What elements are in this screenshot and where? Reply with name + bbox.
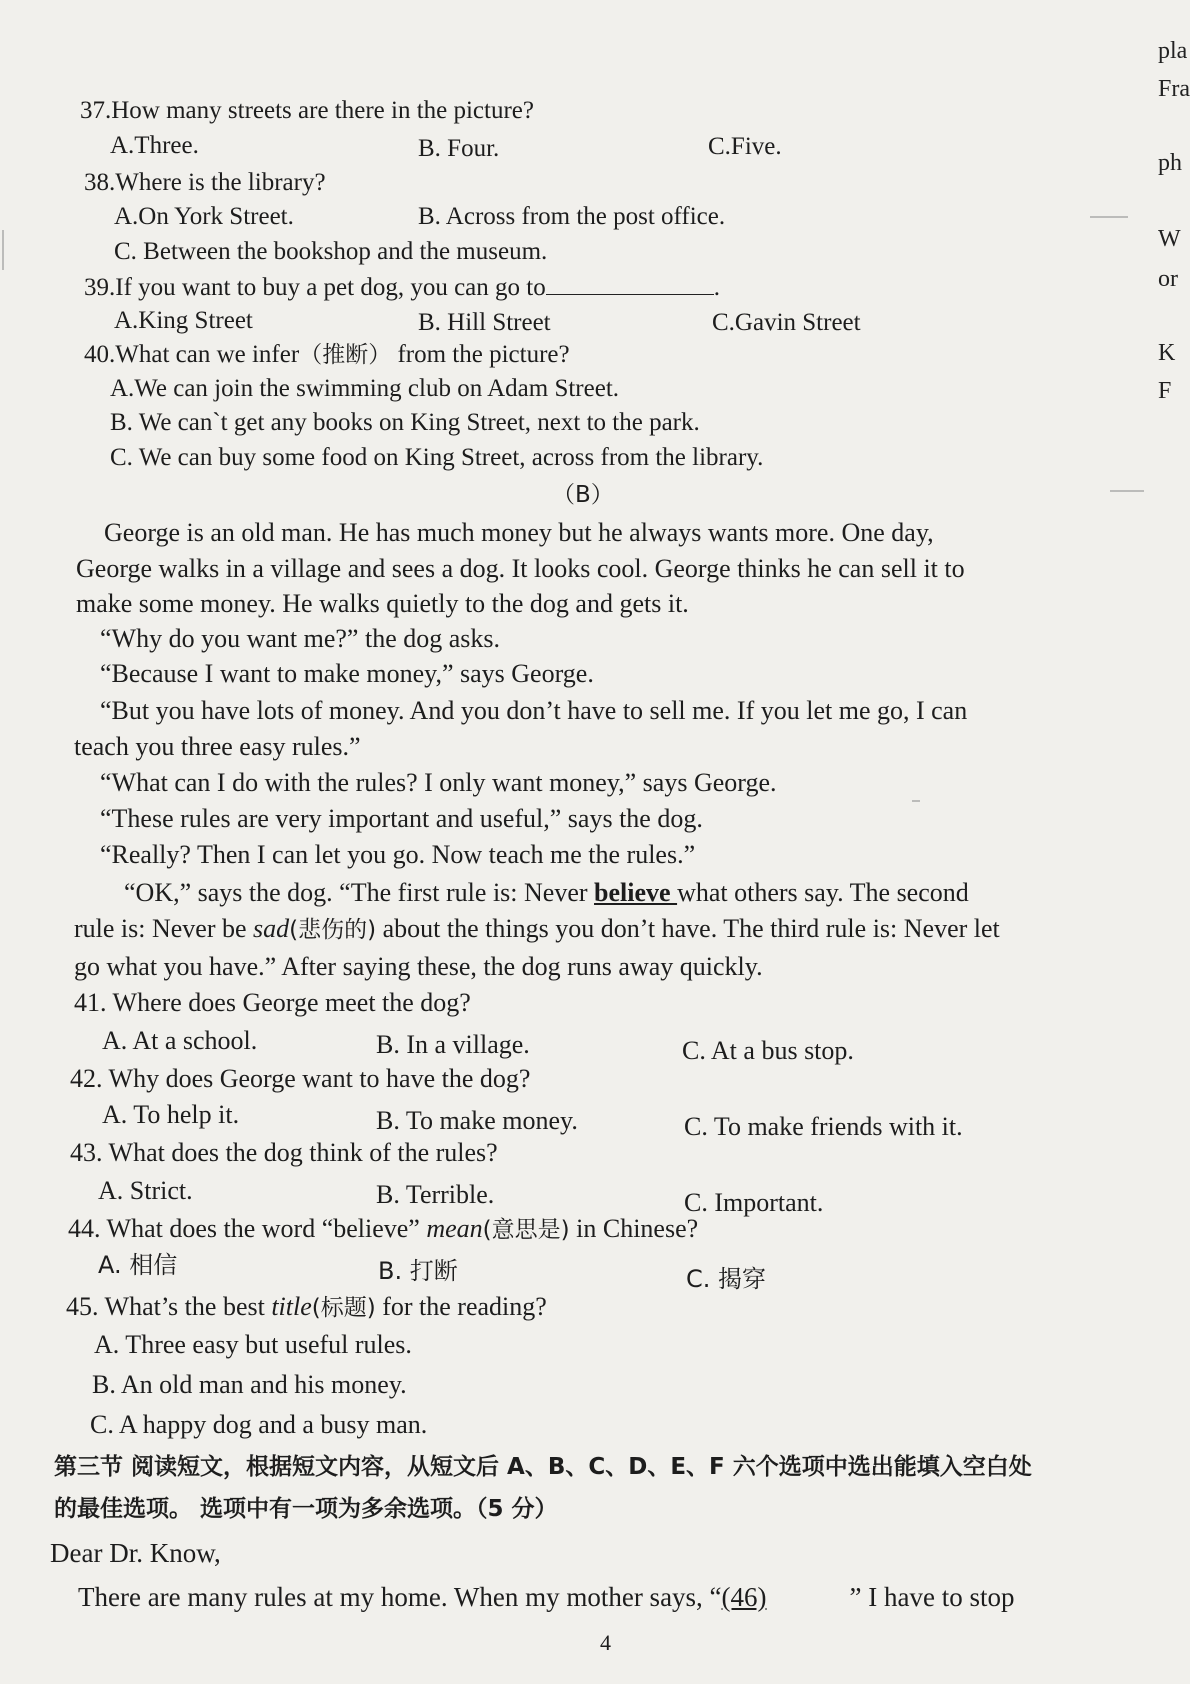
answer-blank: (46) (721, 1582, 767, 1612)
passage-line: make some money. He walks quietly to the dog and gets it. (76, 589, 689, 618)
option-b: B. Across from the post office. (418, 203, 726, 230)
passage-line (124, 878, 969, 908)
scan-speck (1090, 216, 1128, 218)
option-c: C. At a bus stop. (682, 1036, 854, 1065)
passage-text: rule is: Never be (74, 914, 254, 943)
edge-fragment: or (1158, 266, 1178, 292)
option-b: B. In a village. (376, 1030, 530, 1059)
option-b: B. Four. (418, 135, 500, 162)
option-a: A. At a school. (102, 1026, 258, 1055)
passage-line (74, 914, 1000, 945)
passage-line: George walks in a village and sees a dog. It looks cool. George thinks he can sell it to (76, 554, 965, 583)
passage-line: “Because I want to make money,” says George. (100, 659, 594, 688)
option-b: B. Terrible. (376, 1180, 495, 1209)
option-a: A. Three easy but useful rules. (94, 1330, 412, 1359)
edge-fragment: F (1158, 378, 1172, 404)
chinese-gloss: (悲伤的) (289, 917, 377, 943)
option-a: A. Strict. (98, 1176, 193, 1205)
option-c: C. Important. (684, 1188, 824, 1217)
letter-text: There are many rules at my home. When my mother says, “ (78, 1582, 722, 1612)
italic-word: sad (253, 914, 290, 943)
question-stem (66, 1292, 547, 1323)
stem-chinese-gloss: （推断） (299, 342, 392, 368)
stem-chinese-gloss: (意思是) (482, 1217, 570, 1243)
scan-speck (2, 230, 4, 270)
option-a: A.Three. (110, 132, 199, 159)
question-stem (68, 1214, 698, 1245)
question-stem: 43. What does the dog think of the rules? (70, 1138, 498, 1167)
letter-greeting: Dear Dr. Know, (50, 1538, 221, 1568)
scan-speck (1110, 490, 1144, 492)
option-c: C. Between the bookshop and the museum. (114, 238, 548, 265)
edge-fragment: W (1158, 226, 1181, 252)
option-c: C. We can buy some food on King Street, across from the library. (110, 444, 764, 471)
option-b: B. Hill Street (418, 309, 551, 336)
stem-text: . (713, 274, 720, 301)
answer-blank (546, 272, 714, 295)
option-c: C.Five. (708, 133, 782, 160)
passage-line: teach you three easy rules.” (74, 732, 361, 761)
passage-line: “Why do you want me?” the dog asks. (100, 624, 501, 653)
stem-text: 39.If you want to buy a pet dog, you can go to (84, 274, 546, 301)
stem-text: for the reading? (375, 1292, 547, 1321)
passage-line: go what you have.” After saying these, the dog runs away quickly. (74, 952, 763, 981)
question-stem (84, 340, 570, 370)
question-stem: 38.Where is the library? (84, 169, 326, 196)
stem-text: in Chinese? (569, 1214, 699, 1243)
stem-text: 45. What’s the best (66, 1292, 272, 1321)
stem-text: 44. What does the word “believe” (68, 1214, 427, 1243)
stem-text: from the picture? (391, 341, 570, 368)
option-b: B. An old man and his money. (92, 1370, 407, 1399)
passage-text: about the things you don’t have. The third rule is: Never let (376, 914, 1000, 943)
passage-line: “What can I do with the rules? I only want money,” says George. (100, 768, 777, 797)
stem-chinese-gloss: (标题) (311, 1295, 376, 1321)
option-c: C. 揭穿 (686, 1265, 767, 1293)
option-c: C. A happy dog and a busy man. (90, 1410, 428, 1439)
passage-line: “Really? Then I can let you go. Now teach me the rules.” (100, 840, 696, 869)
option-a: A.We can join the swimming club on Adam Street. (110, 375, 620, 402)
italic-word: mean (426, 1214, 483, 1243)
edge-fragment: ph (1158, 150, 1182, 176)
highlighted-word: believe (594, 878, 678, 907)
passage-text: “OK,” says the dog. “The first rule is: Never (124, 878, 595, 907)
question-stem (84, 272, 720, 303)
option-c: C. To make friends with it. (684, 1112, 963, 1141)
option-c: C.Gavin Street (712, 309, 861, 336)
question-stem: 41. Where does George meet the dog? (74, 988, 471, 1017)
letter-line (78, 1582, 1015, 1612)
edge-fragment: pla (1158, 38, 1188, 64)
option-b: B. 打断 (378, 1257, 458, 1285)
section-label: （B） (552, 482, 614, 508)
scan-speck (912, 800, 920, 802)
option-a: A. 相信 (98, 1251, 178, 1279)
section-instructions: 的最佳选项。 选项中有一项为多余选项。（5 分） (54, 1496, 558, 1522)
passage-line: “But you have lots of money. And you don’t have to sell me. If you let me go, I can (100, 696, 968, 725)
question-stem: 42. Why does George want to have the dog? (70, 1064, 531, 1093)
edge-fragment: Fra (1158, 76, 1190, 102)
option-b: B. We can`t get any books on King Street, next to the park. (110, 409, 700, 436)
option-b: B. To make money. (376, 1106, 578, 1135)
option-a: A.King Street (114, 307, 253, 334)
letter-text: ” I have to stop (849, 1582, 1015, 1612)
italic-word: title (271, 1292, 312, 1321)
passage-text: what others say. The second (677, 878, 969, 907)
option-a: A. To help it. (102, 1100, 240, 1129)
question-stem: 37.How many streets are there in the picture? (80, 97, 534, 124)
option-a: A.On York Street. (114, 203, 294, 230)
edge-fragment: K (1158, 340, 1176, 366)
passage-line: George is an old man. He has much money but he always wants more. One day, (104, 518, 934, 547)
section-instructions: 第三节 阅读短文，根据短文内容，从短文后 A、B、C、D、E、F 六个选项中选出能填入空白处 (54, 1454, 1032, 1480)
passage-line: “These rules are very important and useful,” says the dog. (100, 804, 703, 833)
page-number: 4 (600, 1630, 611, 1655)
stem-text: 40.What can we infer (84, 341, 300, 368)
